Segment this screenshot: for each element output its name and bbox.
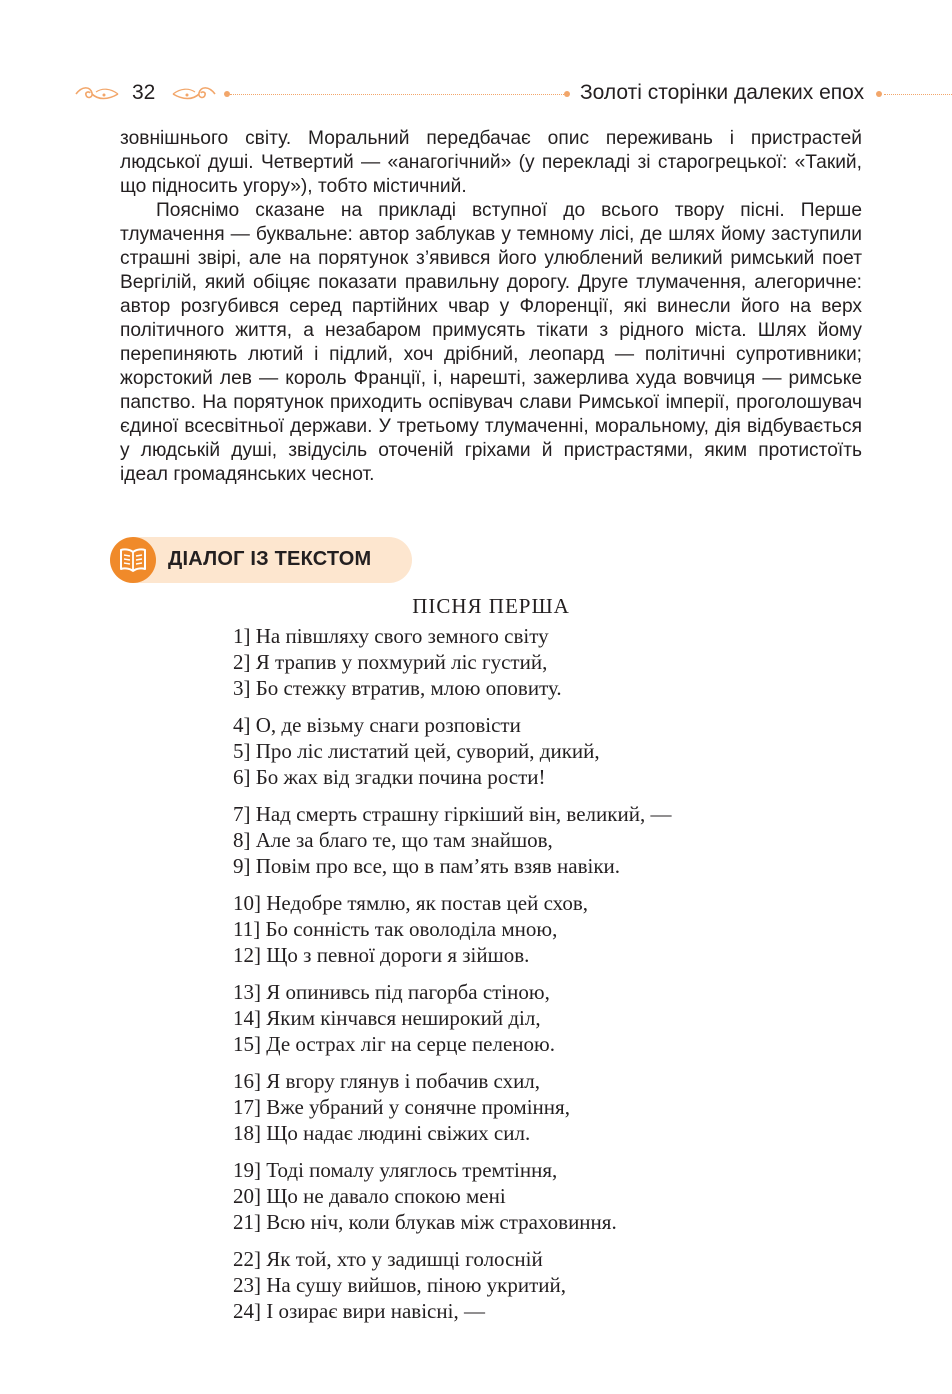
poem-stanza	[233, 1068, 671, 1146]
verse-text: На півшляху свого земного світу	[250, 624, 549, 648]
running-title: Золоті сторінки далеких епох	[580, 81, 865, 104]
header-rule	[884, 94, 952, 95]
verse-line	[233, 1272, 671, 1298]
verse-text: Що з певної дороги я зійшов.	[261, 943, 530, 967]
line-number: 5]	[233, 739, 251, 763]
header-dot	[564, 91, 570, 97]
line-number: 4]	[233, 713, 251, 737]
verse-line	[233, 623, 671, 649]
line-number: 15]	[233, 1032, 261, 1056]
verse-line	[233, 827, 671, 853]
verse-text: Я вгору глянув і побачив схил,	[261, 1069, 541, 1093]
verse-line	[233, 1094, 671, 1120]
line-number: 24]	[233, 1299, 261, 1323]
line-number: 3]	[233, 676, 251, 700]
verse-text: Всю ніч, коли блукав між страховиння.	[261, 1210, 617, 1234]
line-number: 1]	[233, 624, 251, 648]
paragraph: Пояснімо сказане на прикладі вступної до всього твору пісні. Перше тлумачення — буквальне: автор заблукав у темному лісі, де шлях йому заступили страшні звірі, але на порятунок з’явився його улюблений великий римський поет Вергілій, який обіцяє показати правильну дорогу. Друге тлумачення, алегоричне: автор розгубився серед партійних чвар у Флоренції, які винесли його на верх політичного життя, а незабаром примусять тікати з рідного міста. Шлях йому перепиняють лютий і підлий, хоч дрібний, леопард — політичні супротивники; жорстокий лев — король Франції, і, нарешті, зажерлива худа вовчиця — римське папство. На порятунок приходить оспівувач слави Римської імперії, проголошувач єдиної всесвітньої держави. У третьому тлумаченні, моральному, дія відбувається у людській душі, звідусіль оточеній гріхами й пристрастями, яким протистоїть ідеал громадянських чеснот.	[120, 200, 862, 485]
verse-line	[233, 942, 671, 968]
verse-line	[233, 738, 671, 764]
page-header	[0, 78, 952, 112]
verse-line	[233, 649, 671, 675]
verse-text: Над смерть страшну гіркіший він, великий, —	[250, 802, 672, 826]
line-number: 18]	[233, 1121, 261, 1145]
verse-text: Повім про все, що в пам’ять взяв навіки.	[250, 854, 621, 878]
poem-stanza	[233, 1157, 671, 1235]
verse-text: І озирає вири навісні, —	[261, 1299, 485, 1323]
verse-text: Бо стежку втратив, млою оповиту.	[250, 676, 562, 700]
verse-text: Про ліс листатий цей, суворий, дикий,	[250, 739, 600, 763]
line-number: 21]	[233, 1210, 261, 1234]
verse-line	[233, 1005, 671, 1031]
verse-text: Як той, хто у задишці голосній	[261, 1247, 543, 1271]
verse-text: Що не давало спокою мені	[261, 1184, 506, 1208]
verse-line	[233, 916, 671, 942]
verse-text: Недобре тямлю, як постав цей схов,	[261, 891, 588, 915]
line-number: 2]	[233, 650, 251, 674]
poem-stanza	[233, 1246, 671, 1324]
verse-line	[233, 853, 671, 879]
header-rule	[230, 94, 566, 95]
poem-title: ПІСНЯ ПЕРША	[412, 594, 570, 618]
verse-text: Бо сонність так оволоділа мною,	[260, 917, 558, 941]
line-number: 14]	[233, 1006, 261, 1030]
verse-line	[233, 1157, 671, 1183]
line-number: 17]	[233, 1095, 261, 1119]
verse-text: Де острах ліг на серце пеленою.	[261, 1032, 555, 1056]
verse-line	[233, 675, 671, 701]
verse-line	[233, 1246, 671, 1272]
verse-line	[233, 1120, 671, 1146]
verse-text: Але за благо те, що там знайшов,	[250, 828, 553, 852]
verse-line	[233, 764, 671, 790]
line-number: 12]	[233, 943, 261, 967]
poem-stanza	[233, 801, 671, 879]
line-number: 13]	[233, 980, 261, 1004]
line-number: 11]	[233, 917, 261, 941]
open-book-icon	[119, 547, 147, 573]
poem	[233, 623, 671, 1335]
line-number: 20]	[233, 1184, 261, 1208]
line-number: 19]	[233, 1158, 261, 1182]
paragraph: зовнішнього світу. Моральний передбачає опис переживань і пристрастей людської душі. Четвертий — «анагогічний» (у перекладі зі старогрецької: «Такий, що підносить угору»), тобто містичний.	[120, 128, 862, 197]
verse-text: На сушу вийшов, піною укритий,	[261, 1273, 567, 1297]
verse-line	[233, 801, 671, 827]
verse-text: Я опинивсь під пагорба стіною,	[261, 980, 550, 1004]
verse-text: Яким кінчався неширокий діл,	[261, 1006, 541, 1030]
verse-text: Я трапив у похмурий ліс густий,	[250, 650, 548, 674]
line-number: 7]	[233, 802, 251, 826]
line-number: 22]	[233, 1247, 261, 1271]
section-banner	[110, 537, 412, 583]
line-number: 16]	[233, 1069, 261, 1093]
verse-text: Тоді помалу уляглось тремтіння,	[261, 1158, 558, 1182]
poem-stanza	[233, 623, 671, 701]
verse-line	[233, 712, 671, 738]
verse-text: Бо жах від згадки почина рости!	[250, 765, 546, 789]
line-number: 6]	[233, 765, 251, 789]
line-number: 9]	[233, 854, 251, 878]
verse-text: Що надає людині свіжих сил.	[261, 1121, 531, 1145]
verse-text: О, де візьму снаги розповісти	[250, 713, 521, 737]
section-title: ДІАЛОГ ІЗ ТЕКСТОМ	[168, 548, 372, 570]
page-number: 32	[132, 81, 156, 104]
line-number: 8]	[233, 828, 251, 852]
verse-line	[233, 1298, 671, 1324]
poem-stanza	[233, 890, 671, 968]
poem-stanza	[233, 712, 671, 790]
verse-text: Вже убраний у сонячне проміння,	[261, 1095, 570, 1119]
verse-line	[233, 1031, 671, 1057]
verse-line	[233, 1183, 671, 1209]
verse-line	[233, 979, 671, 1005]
flourish-ornament-icon	[171, 84, 217, 104]
verse-line	[233, 1209, 671, 1235]
verse-line	[233, 1068, 671, 1094]
line-number: 10]	[233, 891, 261, 915]
banner-icon-circle	[110, 537, 156, 583]
header-dot	[876, 91, 882, 97]
body-text	[120, 127, 862, 487]
flourish-ornament-icon	[74, 84, 120, 104]
verse-line	[233, 890, 671, 916]
line-number: 23]	[233, 1273, 261, 1297]
poem-stanza	[233, 979, 671, 1057]
